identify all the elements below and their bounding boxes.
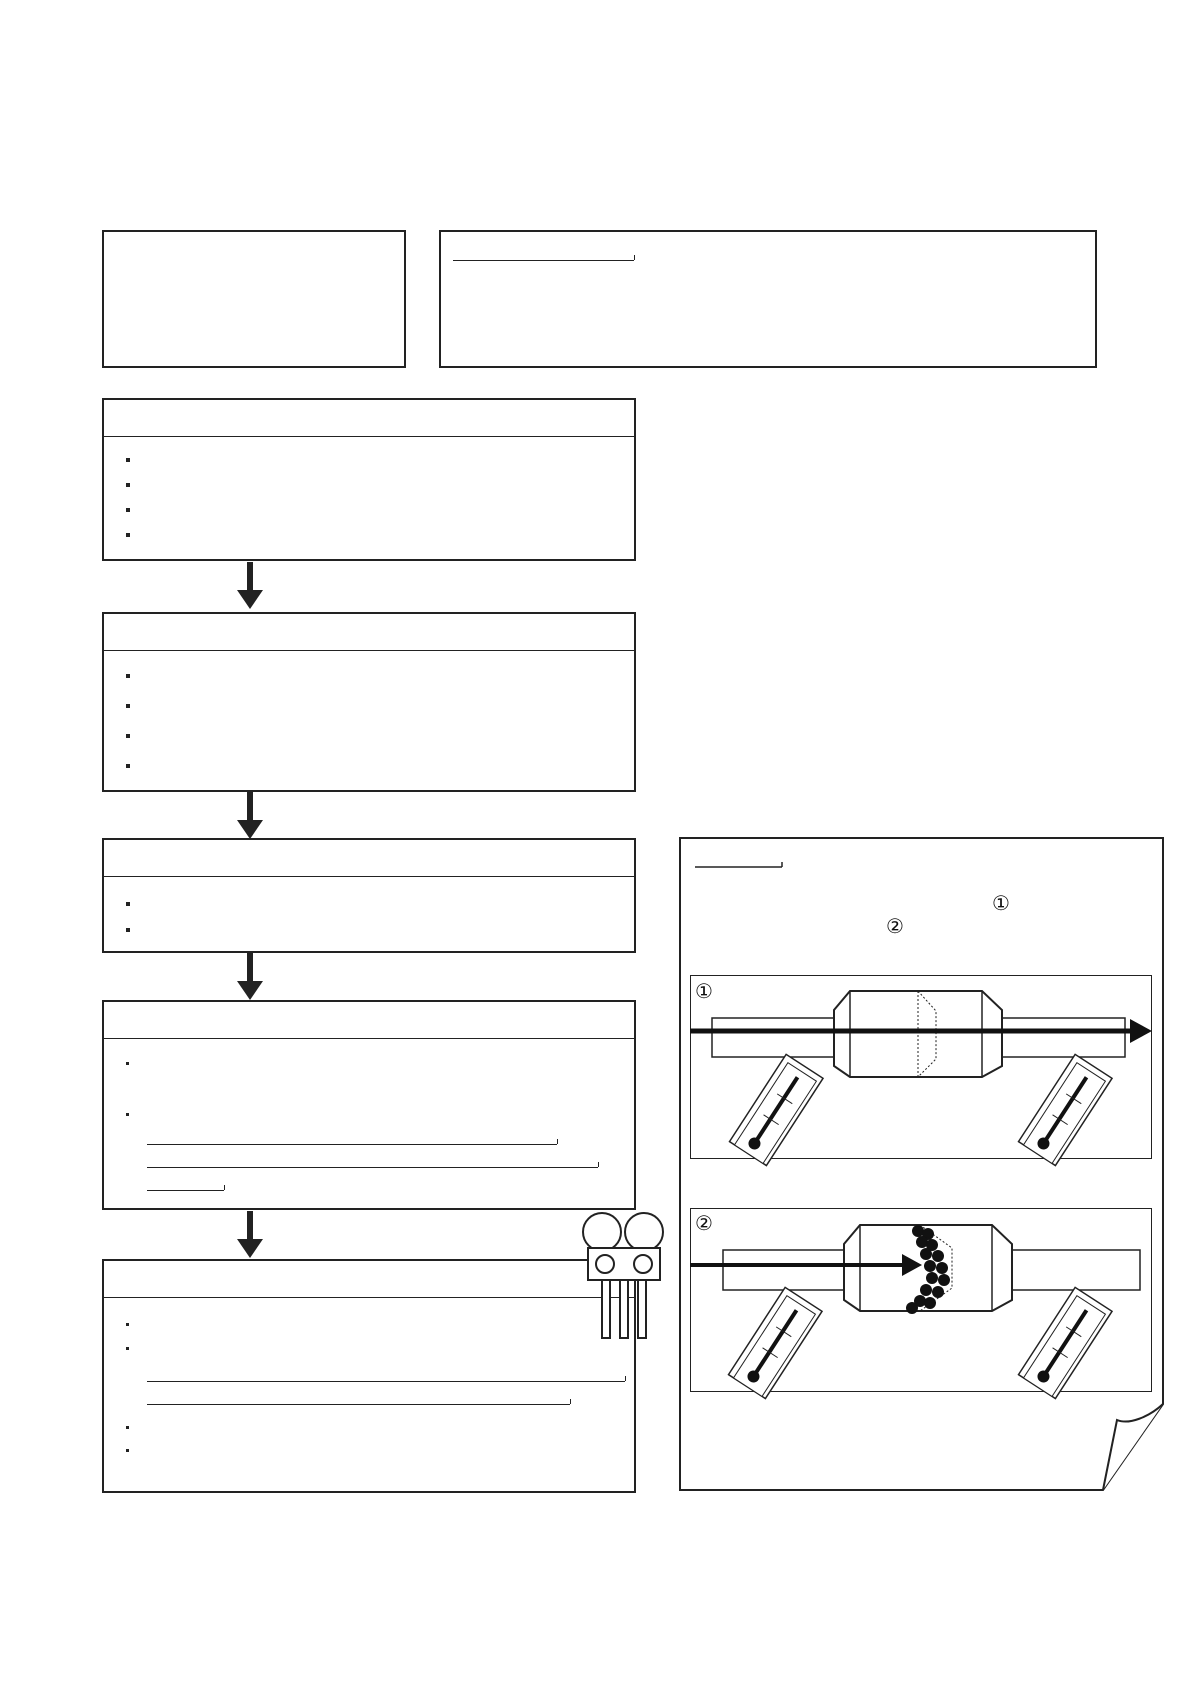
step-5-header bbox=[104, 1261, 634, 1298]
filter-diagram-clean bbox=[690, 975, 1170, 1159]
header-right-underline bbox=[453, 260, 634, 261]
step-5-bullet bbox=[126, 1449, 129, 1452]
circled-marker: ② bbox=[695, 1213, 713, 1235]
step-1-bullet bbox=[126, 508, 130, 512]
step-4-bullet bbox=[126, 1062, 129, 1065]
step-4-underline bbox=[147, 1167, 598, 1168]
step-1-bullet bbox=[126, 483, 130, 487]
header-right-box bbox=[439, 230, 1097, 368]
step-1-bullet bbox=[126, 533, 130, 537]
arrow-down-icon bbox=[235, 1211, 265, 1259]
step-3-box bbox=[102, 838, 636, 953]
step-2-header bbox=[104, 614, 634, 651]
step-4-bullet bbox=[126, 1113, 129, 1116]
circled-marker: ① bbox=[695, 981, 713, 1003]
arrow-down-icon bbox=[235, 792, 265, 840]
circled-marker: ② bbox=[886, 916, 904, 938]
step-5-underline bbox=[147, 1404, 570, 1405]
header-left-box bbox=[102, 230, 406, 368]
step-4-box bbox=[102, 1000, 636, 1210]
step-4-header bbox=[104, 1002, 634, 1039]
step-2-bullet bbox=[126, 764, 130, 768]
step-1-header bbox=[104, 400, 634, 437]
thermometer-icon bbox=[728, 1287, 822, 1398]
arrow-down-icon bbox=[235, 562, 265, 610]
step-5-bullet bbox=[126, 1323, 129, 1326]
circled-marker: ① bbox=[992, 893, 1010, 915]
step-2-bullet bbox=[126, 734, 130, 738]
thermometer-icon bbox=[1018, 1287, 1112, 1398]
step-3-bullet bbox=[126, 902, 130, 906]
step-5-bullet bbox=[126, 1426, 129, 1429]
step-4-underline bbox=[147, 1190, 224, 1191]
step-3-header bbox=[104, 840, 634, 877]
step-1-box bbox=[102, 398, 636, 561]
step-5-underline bbox=[147, 1381, 625, 1382]
step-2-bullet bbox=[126, 704, 130, 708]
thermometer-icon bbox=[729, 1054, 823, 1165]
step-1-bullet bbox=[126, 458, 130, 462]
step-4-underline bbox=[147, 1144, 557, 1145]
step-5-box bbox=[102, 1259, 636, 1493]
step-2-bullet bbox=[126, 674, 130, 678]
step-2-box bbox=[102, 612, 636, 792]
arrow-down-icon bbox=[235, 953, 265, 1001]
step-5-bullet bbox=[126, 1347, 129, 1350]
step-3-bullet bbox=[126, 928, 130, 932]
explanation-panel bbox=[679, 837, 1164, 1492]
tube-sensor-icon bbox=[580, 1212, 670, 1340]
filter-diagram-clogged bbox=[690, 1208, 1170, 1392]
thermometer-icon bbox=[1018, 1054, 1112, 1165]
